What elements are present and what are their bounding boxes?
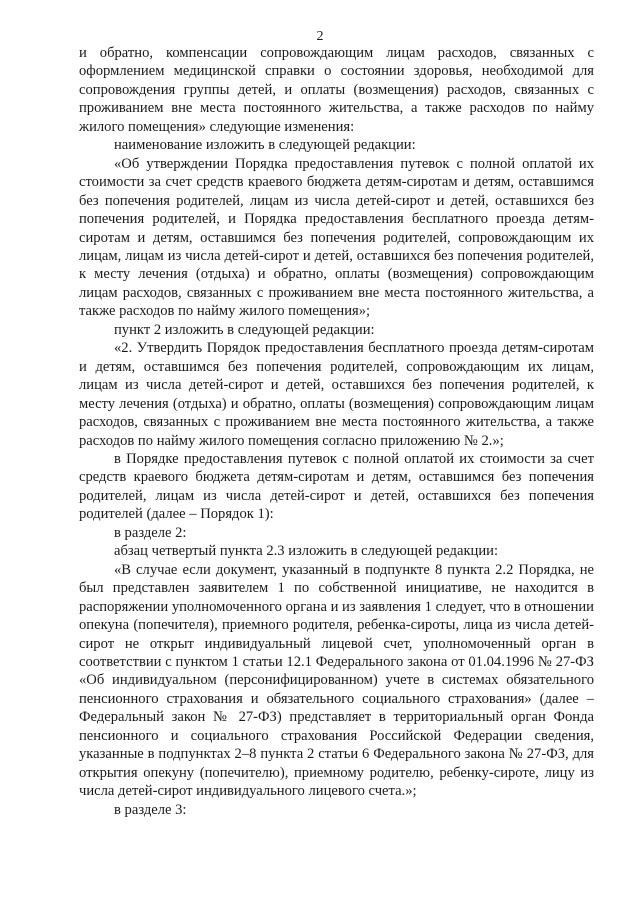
- paragraph: в разделе 2:: [114, 524, 187, 541]
- paragraph: «Об утверждении Порядка предоставления путевок с полной оплатой их стоимости за счет средств краевого бюджета детям-сиротам и детям, оставшимся без попечения родителей, лицам из числа детей-сирот и детей, оставшихся без попечения родителей, и Порядка предоставления бесплатного проезда детям-сиротам и детям, оставшимся без попечения родителей, сопровождающим их лицам, лицам из числа детей-сирот и детей, оставшихся без попечения родителей, к месту лечения (отдыха) и обратно, оплаты (возмещения) сопровождающим лицам расходов, связанных с проживанием вне места постоянного жительства, а также расходов по найму жилого помещения»;: [79, 155, 594, 320]
- paragraph: пункт 2 изложить в следующей редакции:: [114, 321, 375, 338]
- paragraph: и обратно, компенсации сопровождающим лицам расходов, связанных с оформлением медицинской справки о состоянии здоровья, необходимой для сопровождения группы детей, и оплаты (возмещения) расходов, связанных с проживанием вне места постоянного жительства, а также расходов по найму жилого помещения» следующие изменения:: [79, 45, 594, 135]
- paragraph: в Порядке предоставления путевок с полной оплатой их стоимости за счет средств краевого бюджета детям-сиротам и детям, оставшимся без попечения родителей, лицам из числа детей-сирот и детей, оставшихся без попечения родителей (далее – Порядок 1):: [79, 450, 594, 523]
- document-body: [79, 44, 594, 819]
- paragraph: «2. Утвердить Порядок предоставления бесплатного проезда детям-сиротам и детям, оставшимся без попечения родителей, сопровождающим их лицам, лицам из числа детей-сирот и детей, оставшихся без попечения родителей, к месту лечения (отдыха) и обратно, оплаты (возмещения) сопровождающим лицам расходов, связанных с проживанием вне места постоянного жительства, а также расходов по найму жилого помещения согласно приложению № 2.»;: [79, 340, 594, 449]
- page-number: 2: [316, 29, 324, 44]
- paragraph: «В случае если документ, указанный в подпункте 8 пункта 2.2 Порядка, не был представлен заявителем 1 по собственной инициативе, не находится в распоряжении уполномоченного органа и из заявления 1 следует, что в отношении опекуна (попечителя), приемного родителя, ребенка-сироты, лица из числа детей-сирот не открыт индивидуальный лицевой счет, уполномоченный орган в соответствии с пунктом 1 статьи 12.1 Федерального закона от 01.04.1996 № 27-ФЗ «Об индивидуальном (персонифицированном) учете в системах обязательного пенсионного страхования и обязательного социального страхования» (далее – Федеральный закон № 27-ФЗ) представляет в территориальный орган Фонда пенсионного и социального страхования Российской Федерации сведения, указанные в подпунктах 2–8 пункта 2 статьи 6 Федерального закона № 27-ФЗ, для открытия опекуну (попечителю), приемному родителю, ребенку-сироте, лицу из числа детей-сирот индивидуального лицевого счета.»;: [79, 561, 594, 800]
- paragraph: наименование изложить в следующей редакции:: [114, 137, 416, 154]
- paragraph: в разделе 3:: [114, 801, 187, 818]
- paragraph: абзац четвертый пункта 2.3 изложить в следующей редакции:: [114, 543, 499, 560]
